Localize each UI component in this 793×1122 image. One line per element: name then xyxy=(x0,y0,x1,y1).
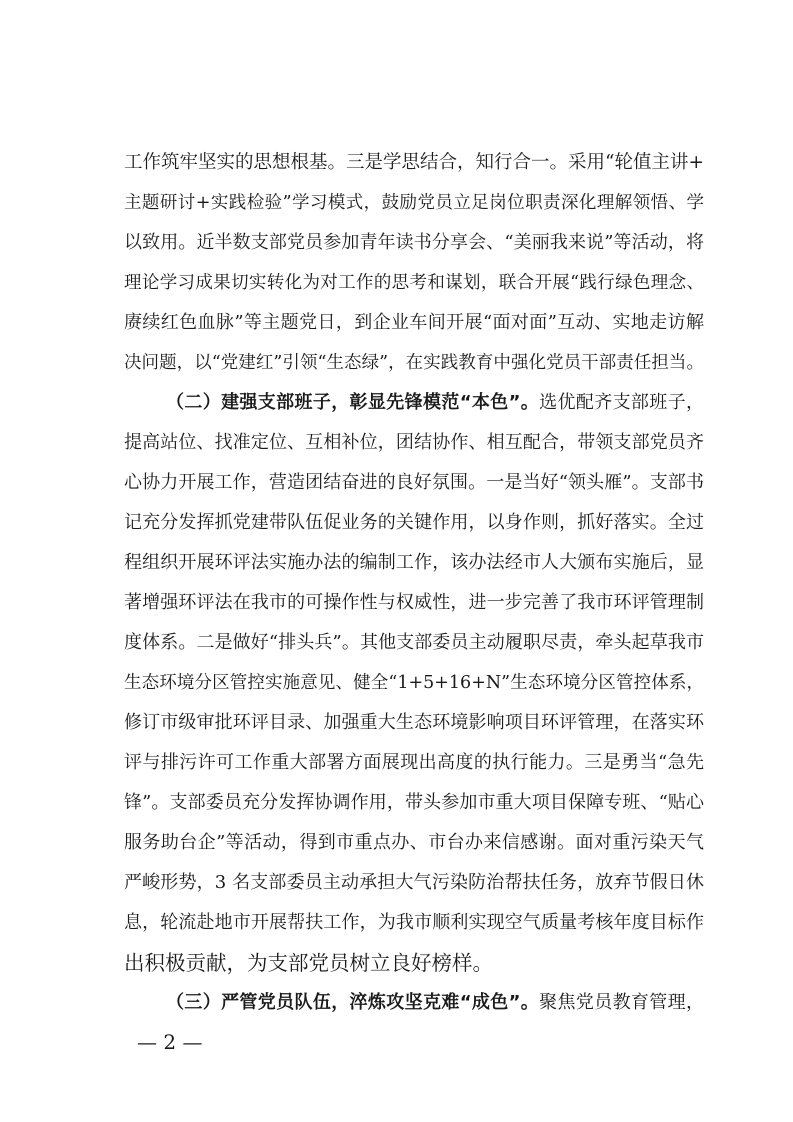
text-line: 赓续红色血脉”等主题党日，到企业车间开展“面对面”互动、实地走访解 xyxy=(124,312,704,333)
section-2-first-line xyxy=(124,383,704,423)
text-line: 生态环境分区管控实施意见、健全“1+5+16+N”生态环境分区管控体系， xyxy=(124,673,704,693)
text-line: 息，轮流赴地市开展帮扶工作，为我市顺利实现空气质量考核年度目标作 xyxy=(124,912,704,933)
section-3-first-line-text: 聚焦党员教育管理， xyxy=(539,992,704,1013)
text-line: 工作筑牢坚实的思想根基。三是学思结合，知行合一。采用“轮值主讲+ xyxy=(124,152,704,173)
text-line: 严峻形势，3 名支部委员主动承担大气污染防治帮扶任务，放弃节假日休 xyxy=(124,872,704,893)
text-line: 锋”。支部委员充分发挥协调作用，带头参加市重大项目保障专班、“贴心 xyxy=(124,792,704,813)
text-line: 提高站位、找准定位、互相补位，团结协作、相互配合，带领支部党员齐 xyxy=(124,432,704,453)
page-number: — 2 — xyxy=(137,1030,203,1054)
body-text xyxy=(124,143,704,1023)
section-2-first-line-text: 选优配齐支部班子， xyxy=(539,392,704,413)
text-line: 理论学习成果切实转化为对工作的思考和谋划，联合开展“践行绿色理念、 xyxy=(124,273,704,293)
text-line: 度体系。二是做好“排头兵”。其他支部委员主动履职尽责，牵头起草我市 xyxy=(124,632,704,653)
text-line: 修订市级审批环评目录、加强重大生态环境影响项目环评管理，在落实环 xyxy=(124,712,704,733)
section-2-heading: （二）建强支部班子，彰显先锋模范“本色”。 xyxy=(166,392,540,413)
text-line: 心协力开展工作，营造团结奋进的良好氛围。一是当好“领头雁”。支部书 xyxy=(124,472,704,493)
text-line: 程组织开展环评法实施办法的编制工作，该办法经市人大颁布实施后，显 xyxy=(124,552,704,573)
text-line: 记充分发挥抓党建带队伍促业务的关键作用，以身作则，抓好落实。全过 xyxy=(124,512,704,533)
text-line: 出积极贡献，为支部党员树立良好榜样。 xyxy=(124,951,493,975)
section-3-first-line xyxy=(124,983,704,1023)
text-line: 主题研讨+实践检验”学习模式，鼓励党员立足岗位职责深化理解领悟、学 xyxy=(124,193,704,213)
text-line: 著增强环评法在我市的可操作性与权威性，进一步完善了我市环评管理制 xyxy=(124,592,704,613)
text-line: 服务助台企”等活动，得到市重点办、市台办来信感谢。面对重污染天气 xyxy=(124,832,704,853)
text-line: 以致用。近半数支部党员参加青年读书分享会、“美丽我来说”等活动，将 xyxy=(124,232,704,253)
text-line: 决问题，以“党建红”引领“生态绿”，在实践教育中强化党员干部责任担当。 xyxy=(124,353,704,373)
section-3-heading: （三）严管党员队伍，淬炼攻坚克难“成色”。 xyxy=(166,992,540,1013)
text-line: 评与排污许可工作重大部署方面展现出高度的执行能力。三是勇当“急先 xyxy=(124,752,704,773)
